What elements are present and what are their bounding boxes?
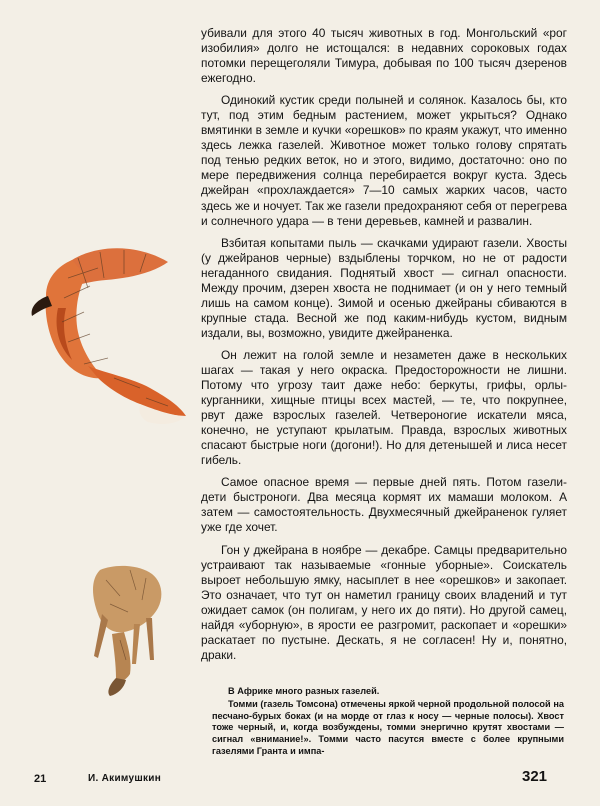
caption-text: Томми (газель Томсона) отмечены яркой черной продольной полосой на песчано-бурых боках (и на морде от глаз к носу — черные полосы). Хвост тоже черный, и, когда возбуждены, томми энергично крутят хвостами — сигнал «внимание!». Томми часто пасутся вместе с более крупными газелями Гранта и импа-: [212, 698, 564, 756]
paragraph: Самое опасное время — первые дней пять. Потом газели-дети быстроноги. Два месяца кормят их мамаши молоком. А затем — самостоятельность. Двухмесячный джейраненок гуляет уже где хочет.: [201, 475, 567, 535]
paragraph: убивали для этого 40 тысяч животных в год. Монгольский «рог изобилия» долго не истощался: в недавних сороковых годах потомки перещеголяли Тимура, добывая по 100 тысяч дзеренов ежегодно.: [201, 26, 567, 86]
caption-heading: В Африке много разных газелей.: [228, 686, 380, 696]
page-number: 321: [522, 768, 548, 785]
main-text-column: [201, 26, 567, 670]
fox-illustration: [28, 238, 190, 428]
gazelle-illustration: [80, 560, 180, 700]
illustration-caption: [212, 686, 564, 758]
footer-author: И. Акимушкин: [88, 773, 162, 784]
paragraph: Взбитая копытами пыль — скачками удирают газели. Хвосты (у джейранов черные) вздыблены торчком, но не от радости негаданного свидания. Поднятый хвост — сигнал опасности. Между прочим, дзерен хвоста не поднимает (и он у него темный лишь на самом конце). Зимой и осенью джейраны сбиваются в крупные стада. Весной же под каким-нибудь кустом, видным издали, вы, возможно, увидите джейраненка.: [201, 235, 567, 340]
footer-signature-number: 21: [34, 773, 47, 785]
paragraph: Одинокий кустик среди полыней и солянок. Казалось бы, кто тут, под этим бедным растением, может укрыться? Однако вмятинки в земле и кучки «орешков» по краям укажут, что именно здесь лежка газелей. Животное может только голову спрятать под тенью редких веток, но и этого, видимо, достаточно: оно по мере передвижения солнца перебирается вокруг куста. Здесь джейран «прохлаждается» 7—10 самых жарких часов, часто здесь же и ночует. Так же газели предохраняют себя от перегрева и солнечного удара — в тени деревьев, камней и развалин.: [201, 93, 568, 228]
paragraph: Он лежит на голой земле и незаметен даже в нескольких шагах — такая у него окраска. Предосторожности не лишни. Потому что угрозу таит даже небо: беркуты, грифы, орлы-курганники, хищные птицы всех мастей, — те, что покрупнее, рвут даже взрослых газелей. Четвероногие искатели мяса, конечно, не уступают крылатым. Правда, взрослых животных спасают быстрые ноги (догони!). Но для детенышей и лиса несет гибель.: [201, 347, 567, 468]
paragraph: Гон у джейрана в ноябре — декабре. Самцы предварительно устраивают так называемые «гонные уборные». Соискатель выроет небольшую ямку, насыплет в нее «орешков» и закопает. Это означает, что тут он наметил границу своих владений и тут ожидает самок (он полигам, у него их до пяти). Но другой самец, найдя «уборную», в ярости ее разгромит, раскопает и «орешки» раскатает по пустыне. Дескать, я не согласен! Ну и, понятно, драки.: [201, 542, 567, 662]
